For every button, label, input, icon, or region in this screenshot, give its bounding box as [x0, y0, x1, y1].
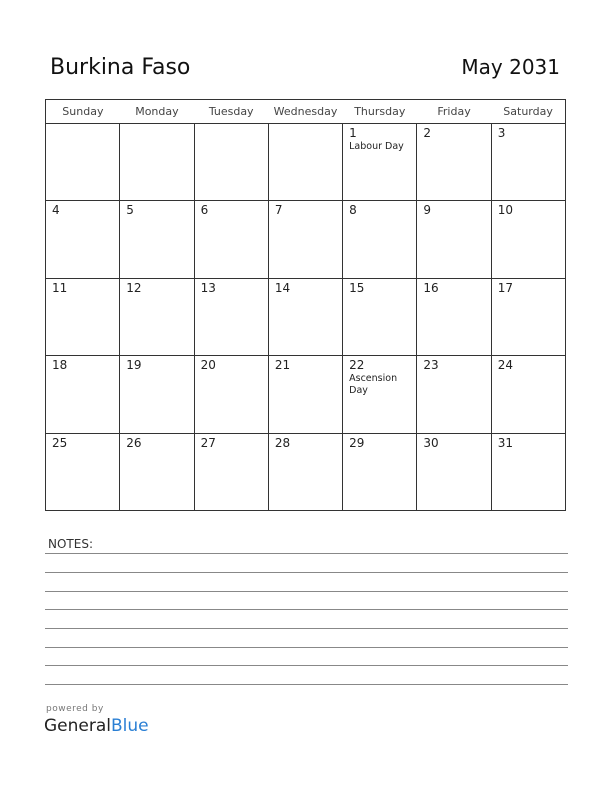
day-cell: [46, 433, 120, 510]
day-cell: [194, 201, 268, 278]
day-cell: [268, 278, 342, 355]
day-number: 30: [423, 435, 439, 450]
day-cell: [46, 278, 120, 355]
day-cell: [194, 356, 268, 433]
day-cell: [268, 124, 342, 201]
day-cell: [491, 278, 565, 355]
day-number: 25: [52, 435, 68, 450]
day-cell: [120, 433, 194, 510]
day-number: 14: [274, 280, 291, 295]
day-number: 12: [126, 280, 142, 295]
brand-general: General: [44, 716, 111, 736]
day-cell: [343, 278, 417, 355]
brand-blue: Blue: [111, 716, 149, 736]
day-cell: [120, 356, 194, 433]
day-number: 16: [423, 280, 439, 295]
day-number: 13: [200, 280, 216, 295]
day-cell: [417, 433, 491, 510]
day-number: 2: [423, 126, 432, 140]
day-cell: [194, 124, 268, 201]
country-title: Burkina Faso: [50, 55, 191, 80]
weekday-friday: Friday: [417, 100, 491, 124]
day-cell: [417, 278, 491, 355]
day-cell: [343, 124, 417, 201]
day-number: 28: [274, 435, 291, 450]
week-row: [46, 201, 566, 278]
day-cell: [120, 124, 194, 201]
day-number: 15: [349, 280, 365, 295]
note-line: [45, 572, 568, 573]
day-number: 20: [200, 358, 216, 373]
day-cell: [417, 356, 491, 433]
day-number: 24: [497, 358, 513, 373]
day-number: 17: [497, 280, 513, 295]
holiday-label: Labour Day: [349, 141, 404, 152]
weekday-saturday: Saturday: [491, 100, 565, 124]
day-number: 1: [349, 126, 357, 140]
day-cell: [491, 201, 565, 278]
weekday-tuesday: Tuesday: [194, 100, 268, 124]
day-number: 19: [126, 358, 142, 373]
weekday-sunday: Sunday: [46, 100, 120, 124]
day-number: 10: [497, 203, 513, 218]
day-cell: [268, 201, 342, 278]
day-number: 26: [126, 435, 142, 450]
day-cell: [46, 356, 120, 433]
week-row: [46, 433, 566, 510]
day-number: 5: [126, 203, 134, 218]
day-number: 9: [423, 203, 432, 218]
weekday-wednesday: Wednesday: [268, 100, 342, 124]
day-cell: [343, 356, 417, 433]
calendar-grid: [45, 99, 566, 511]
note-line: [45, 609, 568, 610]
day-cell: [194, 433, 268, 510]
brand-logo: [44, 716, 149, 736]
day-number: 21: [274, 358, 291, 373]
day-number: 29: [349, 435, 365, 450]
note-line: [45, 553, 568, 554]
notes-label: NOTES:: [48, 537, 93, 551]
day-number: 31: [497, 435, 513, 450]
powered-by-text: powered by: [46, 704, 104, 714]
day-cell: [268, 433, 342, 510]
day-number: 4: [52, 203, 60, 218]
day-number: 7: [274, 203, 283, 218]
month-year-title: May 2031: [461, 55, 560, 79]
day-number: 11: [52, 280, 68, 295]
note-line: [45, 591, 568, 592]
holiday-label: Ascension Day: [349, 373, 398, 397]
note-line: [45, 647, 568, 648]
day-number: 8: [349, 203, 357, 218]
day-cell: [491, 124, 565, 201]
day-number: 27: [200, 435, 216, 450]
day-number: 22: [349, 358, 365, 373]
week-row: [46, 278, 566, 355]
day-cell: [46, 124, 120, 201]
day-cell: [417, 201, 491, 278]
week-row: [46, 124, 566, 201]
day-cell: [120, 278, 194, 355]
day-cell: [343, 201, 417, 278]
day-cell: [46, 201, 120, 278]
weekday-header-row: [46, 100, 566, 124]
note-line: [45, 684, 568, 685]
day-cell: [343, 433, 417, 510]
day-cell: [268, 356, 342, 433]
day-cell: [491, 433, 565, 510]
note-line: [45, 665, 568, 666]
weekday-monday: Monday: [120, 100, 194, 124]
day-number: 3: [497, 126, 506, 140]
day-number: 6: [200, 203, 209, 218]
day-cell: [491, 356, 565, 433]
week-row: [46, 356, 566, 433]
weekday-thursday: Thursday: [343, 100, 417, 124]
day-number: 18: [52, 358, 68, 373]
note-line: [45, 628, 568, 629]
day-number: 23: [423, 358, 439, 373]
day-cell: [120, 201, 194, 278]
day-cell: [194, 278, 268, 355]
day-cell: [417, 124, 491, 201]
